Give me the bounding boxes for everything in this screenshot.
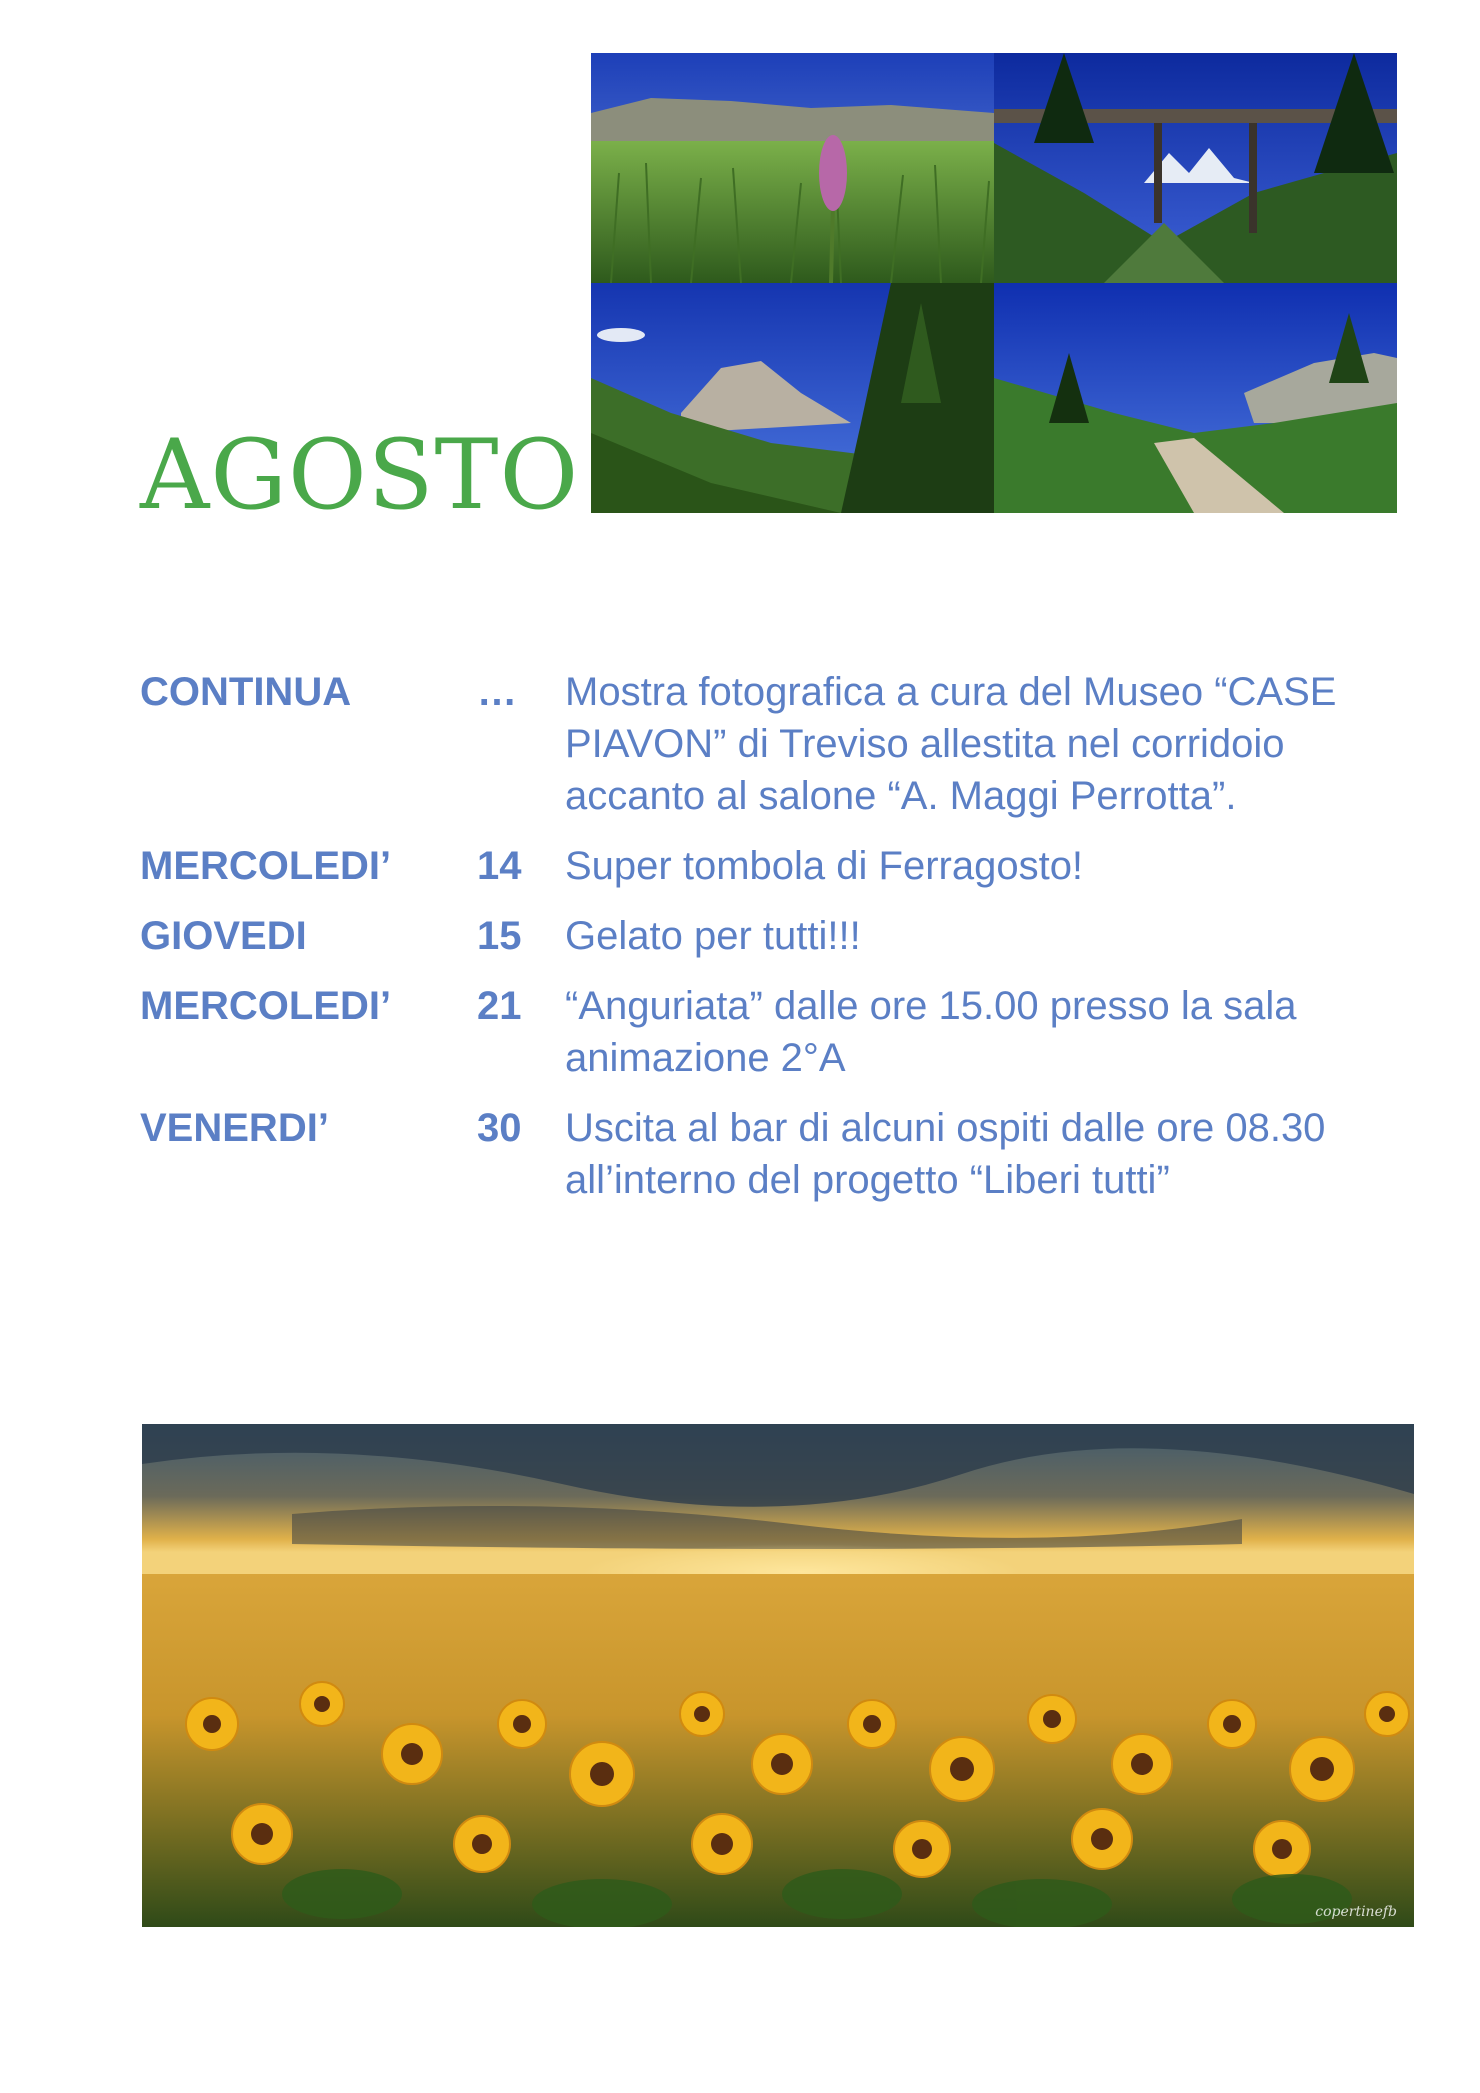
- event-date: 14: [477, 844, 522, 888]
- sunflower-field-photo: [142, 1424, 1414, 1927]
- event-date: …: [477, 670, 517, 714]
- event-row: [140, 840, 1390, 892]
- event-row: [140, 980, 1390, 1084]
- event-day: VENERDI’: [140, 1106, 329, 1150]
- event-description: Super tombola di Ferragosto!: [565, 844, 1084, 888]
- event-day: CONTINUA: [140, 670, 352, 714]
- event-row: [140, 1102, 1390, 1206]
- photo-credit-watermark: copertinefb: [1315, 1904, 1397, 1920]
- event-day: GIOVEDI: [140, 914, 307, 958]
- event-description: “Anguriata” dalle ore 15.00 presso la sala animazione 2°A: [565, 984, 1297, 1080]
- event-date: 21: [477, 984, 522, 1028]
- event-description: Uscita al bar di alcuni ospiti dalle ore 08.30 all’interno del progetto “Liberi tutti”: [565, 1106, 1326, 1202]
- photo-gravel-path: [994, 283, 1397, 513]
- event-description: Gelato per tutti!!!: [565, 914, 861, 958]
- page-title: AGOSTO: [140, 419, 580, 531]
- event-date: 15: [477, 914, 522, 958]
- photo-meadow-orchid: [591, 53, 994, 283]
- mountain-photo-collage: [591, 53, 1397, 513]
- photo-wooden-bridge: [994, 53, 1397, 283]
- event-day: MERCOLEDI’: [140, 844, 392, 888]
- event-row: [140, 910, 1390, 962]
- events-list: [140, 666, 1390, 1224]
- photo-mountain-valley: [591, 283, 994, 513]
- event-date: 30: [477, 1106, 522, 1150]
- event-description: Mostra fotografica a cura del Museo “CASE PIAVON” di Treviso allestita nel corridoio accanto al salone “A. Maggi Perrotta”.: [565, 670, 1337, 818]
- event-row: [140, 666, 1390, 822]
- event-day: MERCOLEDI’: [140, 984, 392, 1028]
